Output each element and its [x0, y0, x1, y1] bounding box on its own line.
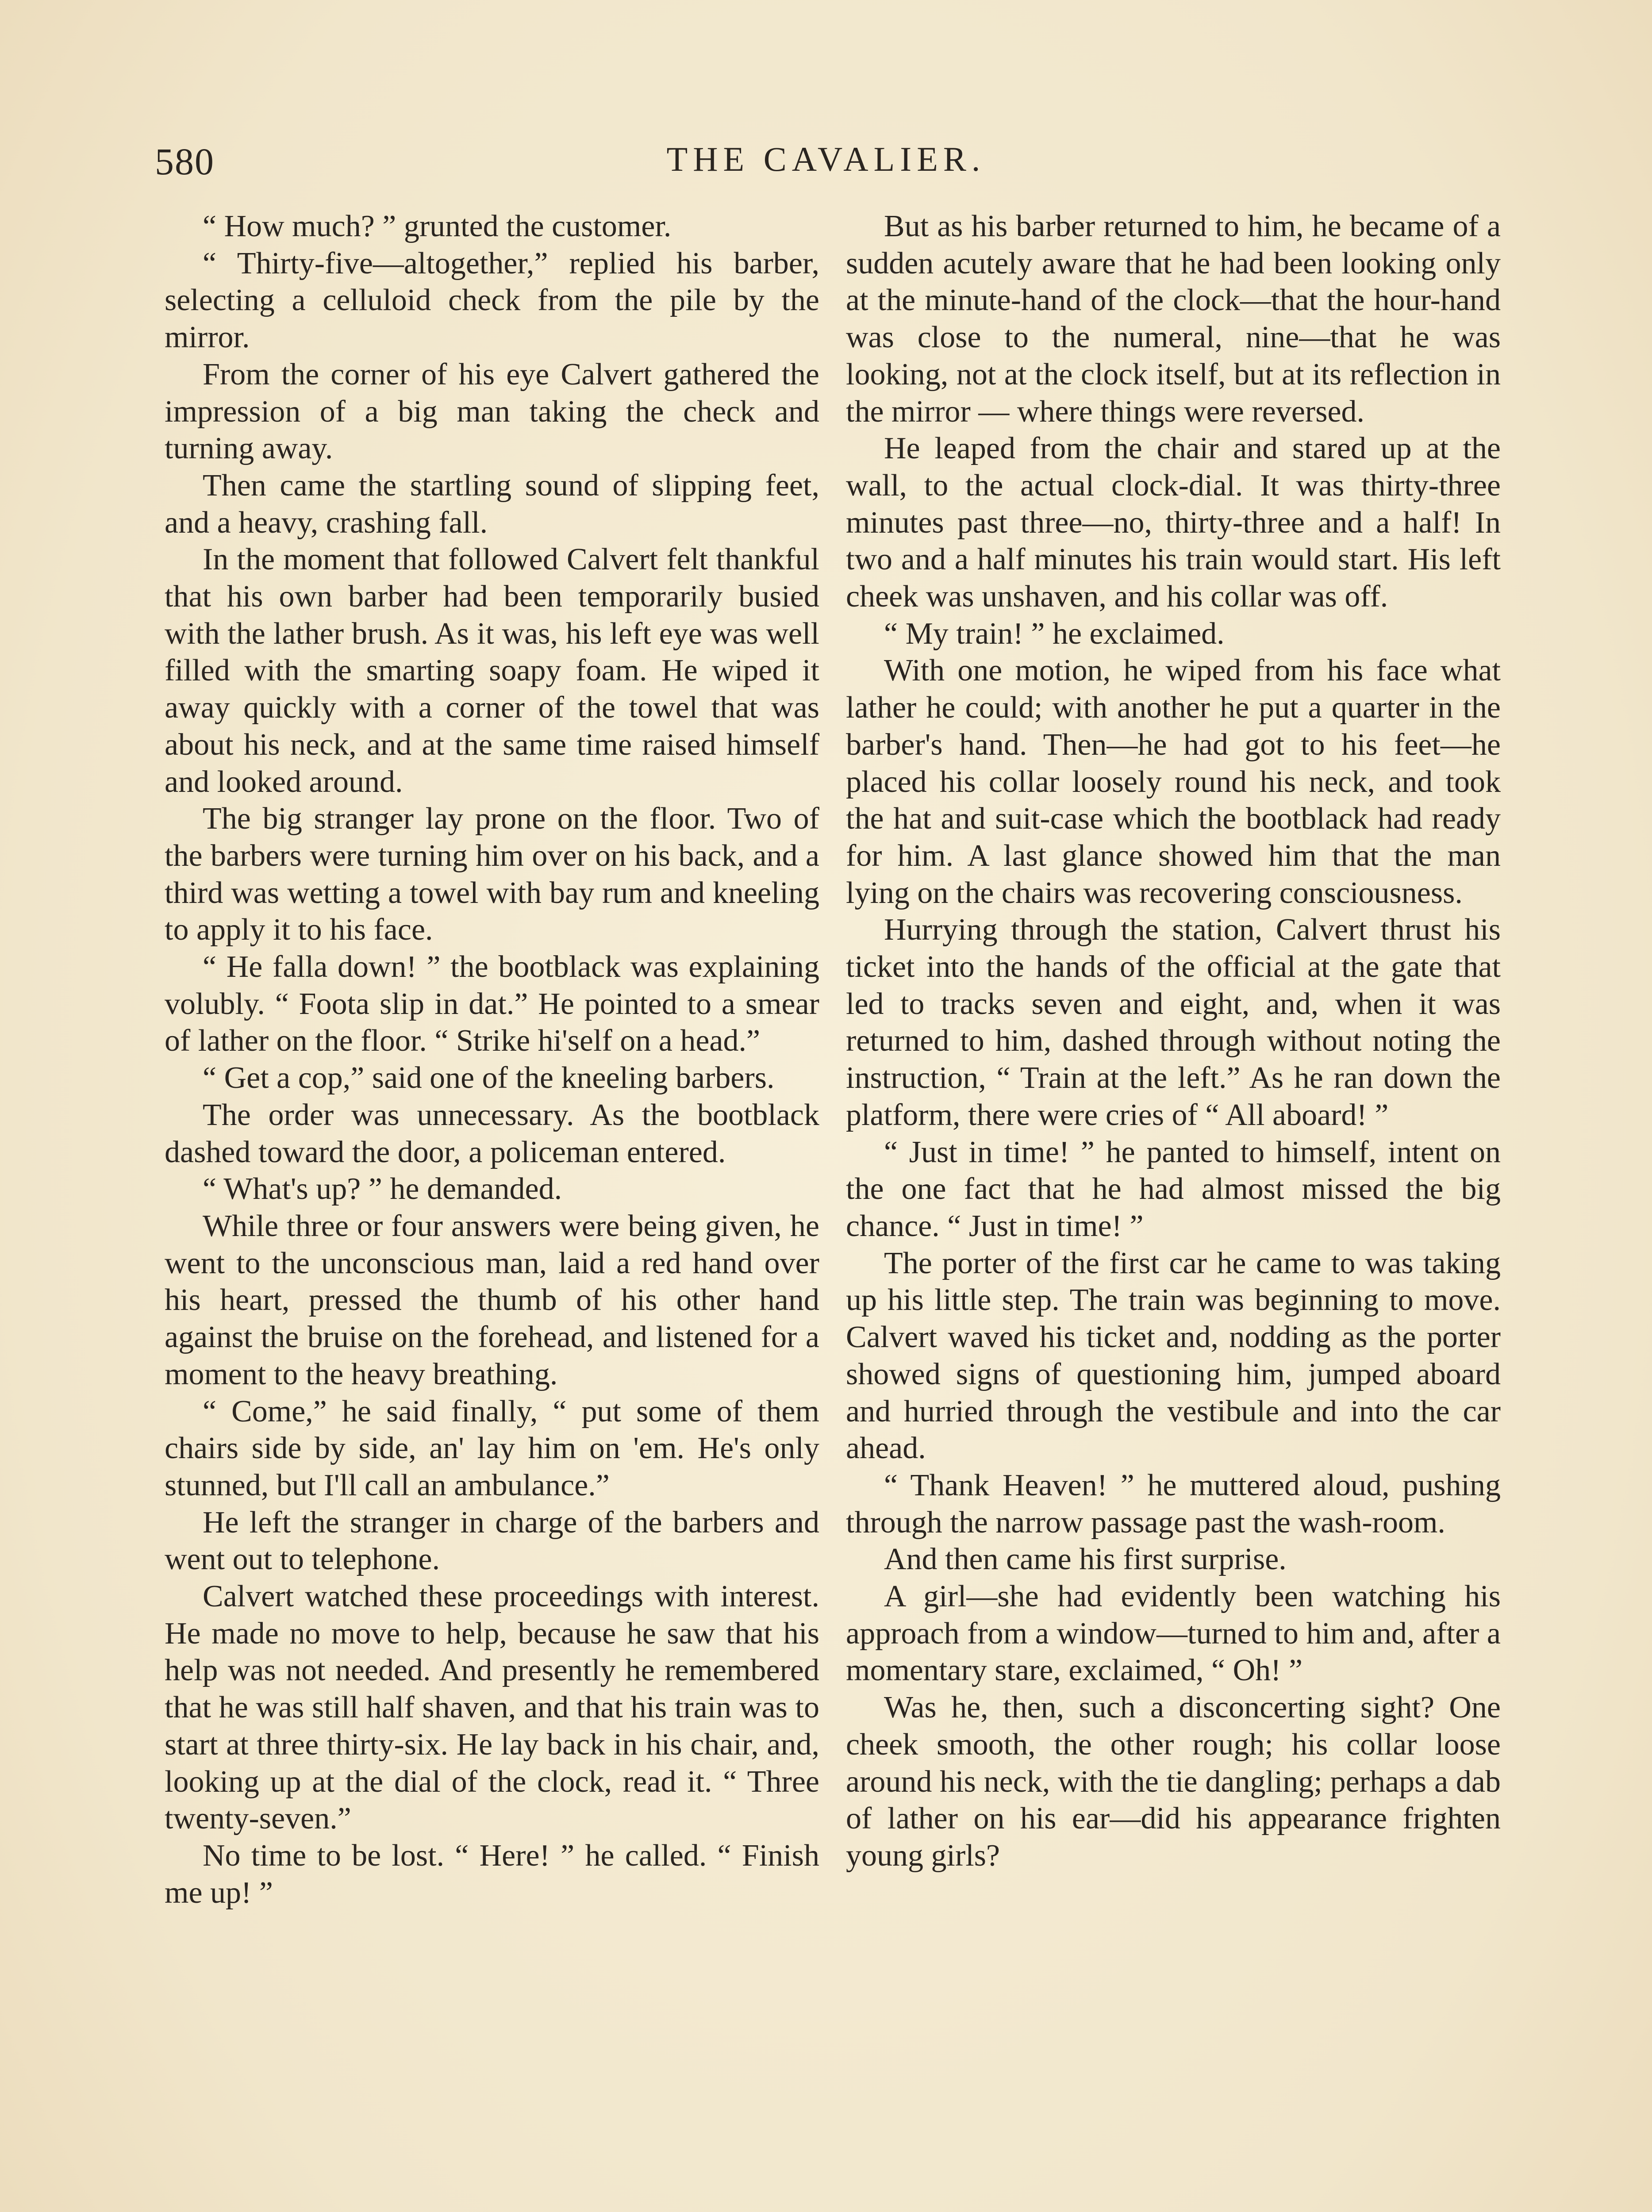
- paragraph: While three or four answers were being given, he went to the unconscious man, laid a red hand over his heart, pressed the thumb of his other hand against the bruise on the forehead, and listened for a moment to the heavy breathing.: [165, 1209, 819, 1391]
- paragraph: “ How much? ” grunted the customer.: [203, 209, 672, 243]
- paragraph: He left the stranger in charge of the barbers and went out to telephone.: [165, 1505, 819, 1577]
- paragraph: Then came the startling sound of slipping feet, and a heavy, crashing fall.: [165, 468, 819, 540]
- paragraph: “ Thirty-five—altogether,” replied his barber, selecting a celluloid check from the pile by the mirror.: [165, 246, 819, 355]
- running-title: THE CAVALIER.: [666, 140, 986, 178]
- paragraph: In the moment that followed Calvert felt thankful that his own barber had been temporarily busied with the lather brush. As it was, his left eye was well filled with the smarting soapy foam. He wiped it away quickly with a corner of the towel that was about his neck, and at the same time raised himself and looked around.: [165, 542, 819, 799]
- paragraph: The big stranger lay prone on the floor. Two of the barbers were turning him over on his back, and a third was wetting a towel with bay rum and kneeling to apply it to his face.: [165, 802, 819, 947]
- paragraph: “ My train! ” he exclaimed.: [884, 616, 1225, 651]
- right-text-column: [846, 208, 1501, 1874]
- paragraph: Was he, then, such a disconcerting sight? One cheek smooth, the other rough; his collar loose around his neck, with the tie dangling; perhaps a dab of lather on his ear—did his appearance frighten young girls?: [846, 1690, 1501, 1873]
- paragraph: “ Thank Heaven! ” he muttered aloud, pushing through the narrow passage past the wash-room.: [846, 1468, 1501, 1540]
- paragraph: “ Get a cop,” said one of the kneeling barbers.: [203, 1061, 775, 1095]
- paragraph: “ Just in time! ” he panted to himself, intent on the one fact that he had almost missed the big chance. “ Just in time! ”: [846, 1135, 1501, 1243]
- paragraph: He leaped from the chair and stared up at the wall, to the actual clock-dial. It was thirty-three minutes past three—no, thirty-three and a half! In two and a half minutes his train would start. His left cheek was unshaven, and his collar was off.: [846, 431, 1501, 614]
- page-number: 580: [155, 140, 215, 183]
- paragraph: But as his barber returned to him, he became of a sudden acutely aware that he had been looking only at the minute-hand of the clock—that the hour-hand was close to the numeral, nine—that he was looking, not at the clock itself, but at its reflection in the mirror — where things were reversed.: [846, 209, 1501, 429]
- paragraph: “ He falla down! ” the bootblack was explaining volubly. “ Foota slip in dat.” He pointed to a smear of lather on the floor. “ Strike hi'self on a head.”: [165, 950, 819, 1058]
- paragraph: “ Come,” he said finally, “ put some of them chairs side by side, an' lay him on 'em. He's only stunned, but I'll call an ambulance.”: [165, 1394, 819, 1502]
- paragraph: With one motion, he wiped from his face what lather he could; with another he put a quarter in the barber's hand. Then—he had got to his feet—he placed his collar loosely round his neck, and took the hat and suit-case which the bootblack had ready for him. A last glance showed him that the man lying on the chairs was recovering consciousness.: [846, 653, 1501, 910]
- paragraph: No time to be lost. “ Here! ” he called. “ Finish me up! ”: [165, 1838, 819, 1910]
- paragraph: From the corner of his eye Calvert gathered the impression of a big man taking the check and turning away.: [165, 357, 819, 466]
- paragraph: Calvert watched these proceedings with interest. He made no move to help, because he saw that his help was not needed. And presently he remembered that he was still half shaven, and that his train was to start at three thirty-six. He lay back in his chair, and, looking up at the dial of the clock, read it. “ Three twenty-seven.”: [165, 1579, 819, 1836]
- paragraph: “ What's up? ” he demanded.: [203, 1172, 562, 1206]
- left-text-column: [165, 208, 819, 1911]
- paragraph: The porter of the first car he came to was taking up his little step. The train was beginning to move. Calvert waved his ticket and, nodding as the porter showed signs of questioning him, jumped aboard and hurried through the vestibule and into the car ahead.: [846, 1246, 1501, 1466]
- paragraph: Hurrying through the station, Calvert thrust his ticket into the hands of the official at the gate that led to tracks seven and eight, and, when it was returned to him, dashed through without noting the instruction, “ Train at the left.” As he ran down the platform, there were cries of “ All aboard! ”: [846, 913, 1501, 1132]
- paragraph: A girl—she had evidently been watching his approach from a window—turned to him and, after a momentary stare, exclaimed, “ Oh! ”: [846, 1579, 1501, 1688]
- paragraph: The order was unnecessary. As the bootblack dashed toward the door, a policeman entered.: [165, 1098, 819, 1169]
- page-header: [0, 139, 1652, 192]
- paragraph: And then came his first surprise.: [884, 1542, 1287, 1577]
